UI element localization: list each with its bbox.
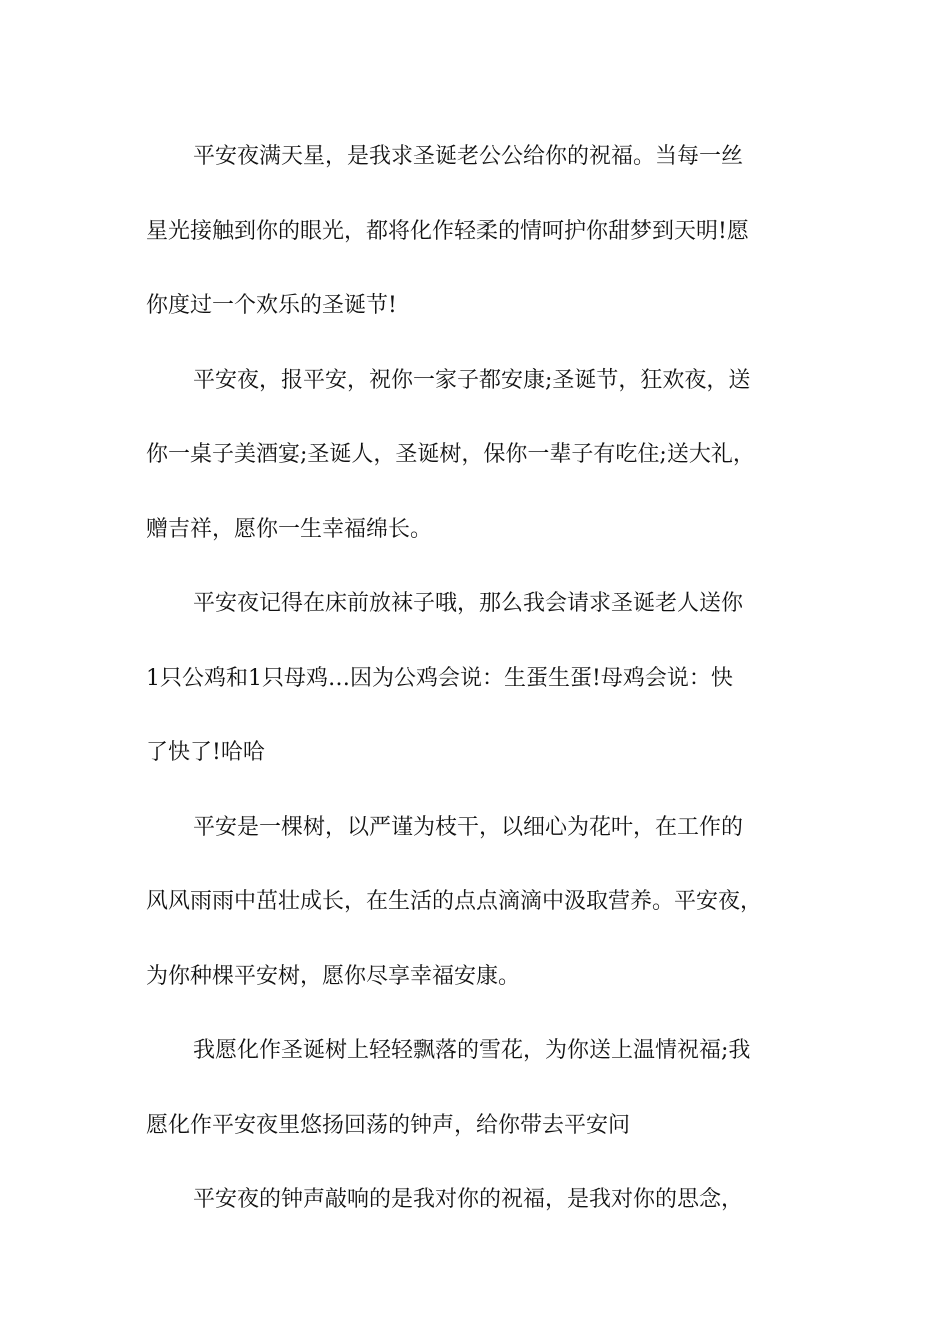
- paragraph-2-line-2: 你一桌子美酒宴;圣诞人，圣诞树，保你一辈子有吃住;送大礼，: [146, 442, 755, 467]
- paragraph-4-line-2: 风风雨雨中茁壮成长，在生活的点点滴滴中汲取营养。平安夜，: [146, 889, 763, 914]
- paragraph-1-line-2: 星光接触到你的眼光，都将化作轻柔的情呵护你甜梦到天明!愿: [146, 218, 749, 244]
- paragraph-5-line-1: 我愿化作圣诞树上轻轻飘落的雪花，为你送上温情祝福;我: [193, 1038, 751, 1063]
- paragraph-3-line-2: 1只公鸡和1只母鸡…因为公鸡会说：生蛋生蛋!母鸡会说：快: [146, 665, 733, 691]
- paragraph-4-line-3: 为你种棵平安树，愿你尽享幸福安康。: [146, 963, 521, 989]
- paragraph-3-line-3: 了快了!哈哈: [146, 740, 265, 765]
- paragraph-2-line-3: 赠吉祥，愿你一生幸福绵长。: [146, 516, 433, 542]
- document-body: [146, 120, 811, 1238]
- paragraph-3-line-1: 平安夜记得在床前放袜子哦，那么我会请求圣诞老人送你: [193, 591, 744, 616]
- paragraph-6-line-1: 平安夜的钟声敲响的是我对你的祝福，是我对你的思念，: [193, 1187, 744, 1212]
- paragraph-1-line-1: 平安夜满天星，是我求圣诞老公公给你的祝福。当每一丝: [193, 144, 744, 169]
- paragraph-1-line-3: 你度过一个欢乐的圣诞节!: [146, 293, 397, 318]
- paragraph-2-line-1: 平安夜，报平安，祝你一家子都安康;圣诞节，狂欢夜，送: [193, 367, 751, 393]
- paragraph-5-line-2: 愿化作平安夜里悠扬回荡的钟声，给你带去平安问: [146, 1112, 631, 1138]
- paragraph-4-line-1: 平安是一棵树，以严谨为枝干，以细心为花叶，在工作的: [193, 814, 744, 840]
